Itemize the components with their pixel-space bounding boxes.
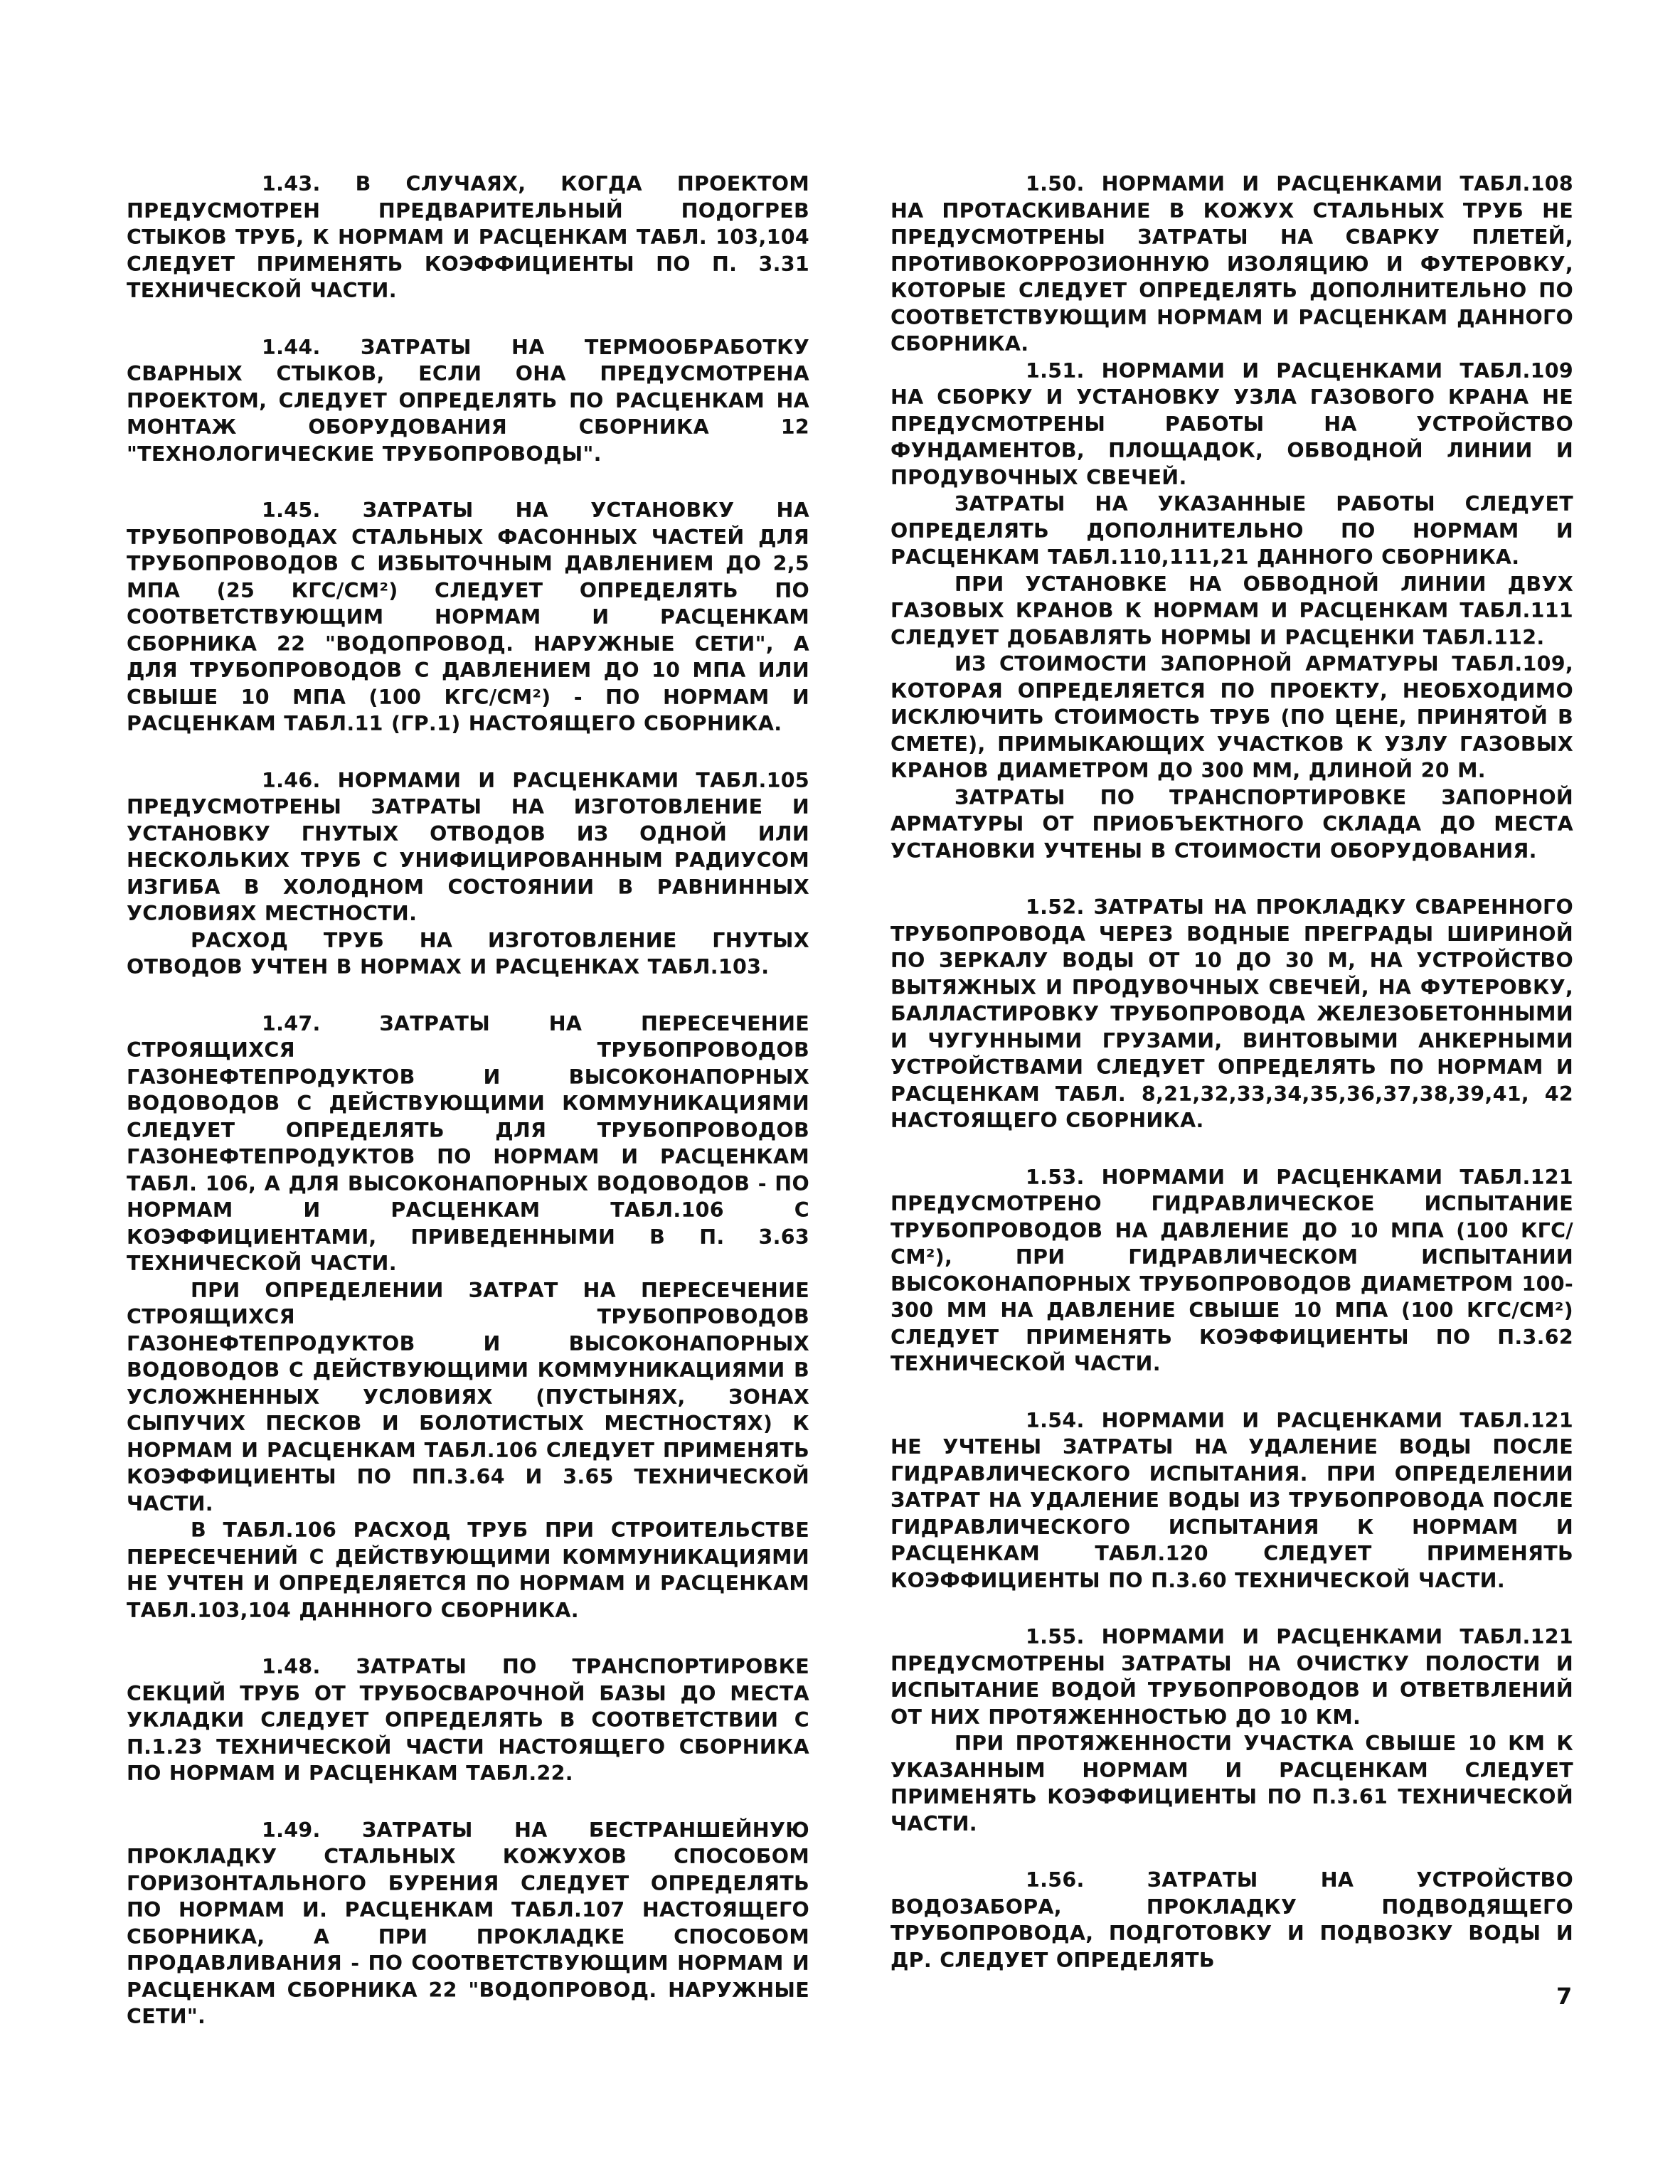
clause-body: ЗАТРАТЫ НА УСТРОЙСТВО ВОДОЗАБОРА, ПРОКЛАДКУ ПОДВОДЯЩЕГО ТРУБОПРОВОДА, ПОДГОТОВКУ И ПОДВОЗКУ ВОДЫ И ДР. СЛЕДУЕТ ОПРЕДЕЛЯТЬ [890, 1868, 1573, 1972]
clause-text [890, 1164, 1573, 1378]
clause-1-47 [127, 1011, 809, 1624]
clause-text [127, 1011, 809, 1277]
clause-1-55 [890, 1624, 1573, 1837]
clause-text [890, 358, 1573, 491]
clause-number: 1.52. [1026, 895, 1085, 919]
clause-number: 1.46. [262, 768, 321, 792]
clause-number: 1.47. [262, 1011, 321, 1035]
clause-number: 1.56. [1026, 1868, 1085, 1892]
clause-text [890, 171, 1573, 358]
clause-1-51 [890, 358, 1573, 865]
clause-number: 1.49. [262, 1818, 321, 1842]
clause-subparagraph: РАСХОД ТРУБ НА ИЗГОТОВЛЕНИЕ ГНУТЫХ ОТВОДОВ УЧТЕН В НОРМАХ И РАСЦЕНКАХ ТАБЛ.103. [127, 928, 809, 979]
clause-number: 1.48. [262, 1655, 321, 1678]
clause-1-43 [127, 171, 809, 304]
clause-number: 1.54. [1026, 1408, 1085, 1432]
clause-body: НОРМАМИ И РАСЦЕНКАМИ ТАБЛ.105 ПРЕДУСМОТРЕНЫ ЗАТРАТЫ НА ИЗГОТОВЛЕНИЕ И УСТАНОВКУ ГНУТЫХ ОТВОДОВ ИЗ ОДНОЙ ИЛИ НЕСКОЛЬКИХ ТРУБ С УНИФИЦИРОВАННЫМ РАДИУСОМ ИЗГИБА В ХОЛОДНОМ СОСТОЯНИИ В РАВНИННЫХ УСЛОВИЯХ МЕСТНОСТИ. [127, 768, 809, 925]
clause-1-44 [127, 334, 809, 468]
clause-text [127, 334, 809, 468]
clause-body: НОРМАМИ И РАСЦЕНКАМИ ТАБЛ.121 ПРЕДУСМОТРЕНЫ ЗАТРАТЫ НА ОЧИСТКУ ПОЛОСТИ И ИСПЫТАНИЕ ВОДОЙ ТРУБОПРОВОДОВ И ОТВЕТВЛЕНИЙ ОТ НИХ ПРОТЯЖЕННОСТЬЮ ДО 10 КМ. [890, 1625, 1573, 1729]
clause-number: 1.45. [262, 499, 321, 522]
clause-text [127, 1653, 809, 1787]
clause-number: 1.51. [1026, 358, 1085, 383]
clause-subparagraph: ЗАТРАТЫ ПО ТРАНСПОРТИРОВКЕ ЗАПОРНОЙ АРМАТУРЫ ОТ ПРИОБЪЕКТНОГО СКЛАДА ДО МЕСТА УСТАНОВКИ УЧТЕНЫ В СТОИМОСТИ ОБОРУДОВАНИЯ. [890, 785, 1573, 863]
clause-text [127, 1817, 809, 2030]
clause-subparagraph: ПРИ ОПРЕДЕЛЕНИИ ЗАТРАТ НА ПЕРЕСЕЧЕНИЕ СТРОЯЩИХСЯ ТРУБОПРОВОДОВ ГАЗОНЕФТЕПРОДУКТОВ И ВЫСОКОНАПОРНЫХ ВОДОВОДОВ С ДЕЙСТВУЮЩИМИ КОММУНИКАЦИЯМИ В УСЛОЖНЕННЫХ УСЛОВИЯХ (ПУСТЫНЯХ, ЗОНАХ СЫПУЧИХ ПЕСКОВ И БОЛОТИСТЫХ МЕСТНОСТЯХ) К НОРМАМ И РАСЦЕНКАМ ТАБЛ.106 СЛЕДУЕТ ПРИМЕНЯТЬ КОЭФФИЦИЕНТЫ ПО ПП.3.64 И 3.65 ТЕХНИЧЕСКОЙ ЧАСТИ. [127, 1278, 809, 1516]
clause-1-56 [890, 1867, 1573, 1973]
clause-body: НОРМАМИ И РАСЦЕНКАМИ ТАБЛ.108 НА ПРОТАСКИВАНИЕ В КОЖУХ СТАЛЬНЫХ ТРУБ НЕ ПРЕДУСМОТРЕНЫ ЗАТРАТЫ НА СВАРКУ ПЛЕТЕЙ, ПРОТИВОКОРРОЗИОННУЮ ИЗОЛЯЦИЮ И ФУТЕРОВКУ, КОТОРЫЕ СЛЕДУЕТ ОПРЕДЕЛЯТЬ ДОПОЛНИТЕЛЬНО ПО СООТВЕТСТВУЮЩИМ НОРМАМ И РАСЦЕНКАМ ДАННОГО СБОРНИКА. [890, 172, 1573, 356]
left-column [127, 171, 809, 2060]
clause-number: 1.43. [262, 172, 321, 196]
clause-text [127, 171, 809, 304]
clause-subparagraph: ПРИ ПРОТЯЖЕННОСТИ УЧАСТКА СВЫШЕ 10 КМ К УКАЗАННЫМ НОРМАМ И РАСЦЕНКАМ СЛЕДУЕТ ПРИМЕНЯТЬ КОЭФФИЦИЕНТЫ ПО П.3.61 ТЕХНИЧЕСКОЙ ЧАСТИ. [890, 1732, 1573, 1836]
clause-1-48 [127, 1653, 809, 1787]
clause-body: НОРМАМИ И РАСЦЕНКАМИ ТАБЛ.121 НЕ УЧТЕНЫ ЗАТРАТЫ НА УДАЛЕНИЕ ВОДЫ ПОСЛЕ ГИДРАВЛИЧЕСКОГО ИСПЫТАНИЯ. ПРИ ОПРЕДЕЛЕНИИ ЗАТРАТ НА УДАЛЕНИЕ ВОДЫ ИЗ ТРУБОПРОВОДА ПОСЛЕ ГИДРАВЛИЧЕСКОГО ИСПЫТАНИЯ К НОРМАМ И РАСЦЕНКАМ ТАБЛ.120 СЛЕДУЕТ ПРИМЕНЯТЬ КОЭФФИЦИЕНТЫ ПО П.3.60 ТЕХНИЧЕСКОЙ ЧАСТИ. [890, 1408, 1573, 1592]
clause-body: НОРМАМИ И РАСЦЕНКАМИ ТАБЛ.121 ПРЕДУСМОТРЕНО ГИДРАВЛИЧЕСКОЕ ИСПЫТАНИЕ ТРУБОПРОВОДОВ НА ДАВЛЕНИЕ ДО 10 МПА (100 КГС/СМ²), ПРИ ГИДРАВЛИЧЕСКОМ ИСПЫТАНИИ ВЫСОКОНАПОРНЫХ ТРУБОПРОВОДОВ ДИАМЕТРОМ 100-300 ММ НА ДАВЛЕНИЕ СВЫШЕ 10 МПА (100 КГС/СМ²) СЛЕДУЕТ ПРИМЕНЯТЬ КОЭФФИЦИЕНТЫ ПО П.3.62 ТЕХНИЧЕСКОЙ ЧАСТИ. [890, 1165, 1573, 1375]
clause-body: ЗАТРАТЫ НА УСТАНОВКУ НА ТРУБОПРОВОДАХ СТАЛЬНЫХ ФАСОННЫХ ЧАСТЕЙ ДЛЯ ТРУБОПРОВОДОВ С ИЗБЫТОЧНЫМ ДАВЛЕНИЕМ ДО 2,5 МПА (25 КГС/СМ²) СЛЕДУЕТ ОПРЕДЕЛЯТЬ ПО СООТВЕТСТВУЮЩИМ НОРМАМ И РАСЦЕНКАМ СБОРНИКА 22 "ВОДОПРОВОД. НАРУЖНЫЕ СЕТИ", А ДЛЯ ТРУБОПРОВОДОВ С ДАВЛЕНИЕМ ДО 10 МПА ИЛИ СВЫШЕ 10 МПА (100 КГС/СМ²) - ПО НОРМАМ И РАСЦЕНКАМ ТАБЛ.11 (ГР.1) НАСТОЯЩЕГО СБОРНИКА. [127, 499, 809, 735]
clause-1-46 [127, 767, 809, 981]
clause-1-53 [890, 1164, 1573, 1378]
clause-text [890, 1624, 1573, 1730]
clause-subparagraph: ИЗ СТОИМОСТИ ЗАПОРНОЙ АРМАТУРЫ ТАБЛ.109, КОТОРАЯ ОПРЕДЕЛЯЕТСЯ ПО ПРОЕКТУ, НЕОБХОДИМО ИСКЛЮЧИТЬ СТОИМОСТЬ ТРУБ (ПО ЦЕНЕ, ПРИНЯТОЙ В СМЕТЕ), ПРИМЫКАЮЩИХ УЧАСТКОВ К УЗЛУ ГАЗОВЫХ КРАНОВ ДИАМЕТРОМ ДО 300 ММ, ДЛИНОЙ 20 М. [890, 652, 1573, 782]
right-column [890, 171, 1573, 2003]
clause-number: 1.53. [1026, 1165, 1085, 1189]
clause-number: 1.50. [1026, 172, 1085, 196]
clause-1-54 [890, 1407, 1573, 1594]
clause-1-52 [890, 894, 1573, 1134]
clause-body: ЗАТРАТЫ НА ПРОКЛАДКУ СВАРЕННОГО ТРУБОПРОВОДА ЧЕРЕЗ ВОДНЫЕ ПРЕГРАДЫ ШИРИНОЙ ПО ЗЕРКАЛУ ВОДЫ ОТ 10 ДО 30 М, НА УСТРОЙСТВО ВЫТЯЖНЫХ И ПРОДУВОЧНЫХ СВЕЧЕЙ, НА ФУТЕРОВКУ, БАЛЛАСТИРОВКУ ТРУБОПРОВОДА ЖЕЛЕЗОБЕТОННЫМИ И ЧУГУННЫМИ ГРУЗАМИ, ВИНТОВЫМИ АНКЕРНЫМИ УСТРОЙСТВАМИ СЛЕДУЕТ ОПРЕДЕЛЯТЬ ПО НОРМАМ И РАСЦЕНКАМ ТАБЛ. 8,21,32,33,34,35,36,37,38,39,41, 42 НАСТОЯЩЕГО СБОРНИКА. [890, 895, 1573, 1132]
clause-body: ЗАТРАТЫ НА ТЕРМООБРАБОТКУ СВАРНЫХ СТЫКОВ, ЕСЛИ ОНА ПРЕДУСМОТРЕНА ПРОЕКТОМ, СЛЕДУЕТ ОПРЕДЕЛЯТЬ ПО РАСЦЕНКАМ НА МОНТАЖ ОБОРУДОВАНИЯ СБОРНИКА 12 "ТЕХНОЛОГИЧЕСКИЕ ТРУБОПРОВОДЫ". [127, 335, 809, 466]
clause-text [127, 767, 809, 927]
clause-1-50 [890, 171, 1573, 358]
clause-body: ЗАТРАТЫ ПО ТРАНСПОРТИРОВКЕ СЕКЦИЙ ТРУБ ОТ ТРУБОСВАРОЧНОЙ БАЗЫ ДО МЕСТА УКЛАДКИ СЛЕДУЕТ ОПРЕДЕЛЯТЬ В СООТВЕТСТВИИ С П.1.23 ТЕХНИЧЕСКОЙ ЧАСТИ НАСТОЯЩЕГО СБОРНИКА ПО НОРМАМ И РАСЦЕНКАМ ТАБЛ.22. [127, 1655, 809, 1785]
page-number: 7 [1556, 1983, 1573, 2010]
clause-1-49 [127, 1817, 809, 2030]
clause-body: ЗАТРАТЫ НА БЕСТРАНШЕЙНУЮ ПРОКЛАДКУ СТАЛЬНЫХ КОЖУХОВ СПОСОБОМ ГОРИЗОНТАЛЬНОГО БУРЕНИЯ СЛЕДУЕТ ОПРЕДЕЛЯТЬ ПО НОРМАМ И. РАСЦЕНКАМ ТАБЛ.107 НАСТОЯЩЕГО СБОРНИКА, А ПРИ ПРОКЛАДКЕ СПОСОБОМ ПРОДАВЛИВАНИЯ - ПО СООТВЕТСТВУЮЩИМ НОРМАМ И РАСЦЕНКАМ СБОРНИКА 22 "ВОДОПРОВОД. НАРУЖНЫЕ СЕТИ". [127, 1818, 809, 2028]
clause-text [127, 497, 809, 737]
clause-subparagraph: В ТАБЛ.106 РАСХОД ТРУБ ПРИ СТРОИТЕЛЬСТВЕ ПЕРЕСЕЧЕНИЙ С ДЕЙСТВУЮЩИМИ КОММУНИКАЦИЯМИ НЕ УЧТЕН И ОПРЕДЕЛЯЕТСЯ ПО НОРМАМ И РАСЦЕНКАМ ТАБЛ.103,104 ДАНННОГО СБОРНИКА. [127, 1518, 809, 1622]
clause-body: В СЛУЧАЯХ, КОГДА ПРОЕКТОМ ПРЕДУСМОТРЕН ПРЕДВАРИТЕЛЬНЫЙ ПОДОГРЕВ СТЫКОВ ТРУБ, К НОРМАМ И РАСЦЕНКАМ ТАБЛ. 103,104 СЛЕДУЕТ ПРИМЕНЯТЬ КОЭФФИЦИЕНТЫ ПО П. 3.31 ТЕХНИЧЕСКОЙ ЧАСТИ. [127, 172, 809, 302]
clause-subparagraph: ПРИ УСТАНОВКЕ НА ОБВОДНОЙ ЛИНИИ ДВУХ ГАЗОВЫХ КРАНОВ К НОРМАМ И РАСЦЕНКАМ ТАБЛ.111 СЛЕДУЕТ ДОБАВЛЯТЬ НОРМЫ И РАСЦЕНКИ ТАБЛ.112. [890, 572, 1573, 649]
clause-body: НОРМАМИ И РАСЦЕНКАМИ ТАБЛ.109 НА СБОРКУ И УСТАНОВКУ УЗЛА ГАЗОВОГО КРАНА НЕ ПРЕДУСМОТРЕНЫ РАБОТЫ НА УСТРОЙСТВО ФУНДАМЕНТОВ, ПЛОЩАДОК, ОБВОДНОЙ ЛИНИИ И ПРОДУВОЧНЫХ СВЕЧЕЙ. [890, 358, 1573, 489]
clause-number: 1.44. [262, 335, 321, 359]
clause-text [890, 1867, 1573, 1973]
clause-text [890, 894, 1573, 1134]
clause-number: 1.55. [1026, 1625, 1085, 1648]
clause-body: ЗАТРАТЫ НА ПЕРЕСЕЧЕНИЕ СТРОЯЩИХСЯ ТРУБОПРОВОДОВ ГАЗОНЕФТЕПРОДУКТОВ И ВЫСОКОНАПОРНЫХ ВОДОВОДОВ С ДЕЙСТВУЮЩИМИ КОММУНИКАЦИЯМИ СЛЕДУЕТ ОПРЕДЕЛЯТЬ ДЛЯ ТРУБОПРОВОДОВ ГАЗОНЕФТЕПРОДУКТОВ ПО НОРМАМ И РАСЦЕНКАМ ТАБЛ. 106, А ДЛЯ ВЫСОКОНАПОРНЫХ ВОДОВОДОВ - ПО НОРМАМ И РАСЦЕНКАМ ТАБЛ.106 С КОЭФФИЦИЕНТАМИ, ПРИВЕДЕННЫМИ В П. 3.63 ТЕХНИЧЕСКОЙ ЧАСТИ. [127, 1011, 809, 1275]
clause-1-45 [127, 497, 809, 737]
clause-text [890, 1407, 1573, 1594]
clause-subparagraph: ЗАТРАТЫ НА УКАЗАННЫЕ РАБОТЫ СЛЕДУЕТ ОПРЕДЕЛЯТЬ ДОПОЛНИТЕЛЬНО ПО НОРМАМ И РАСЦЕНКАМ ТАБЛ.110,111,21 ДАННОГО СБОРНИКА. [890, 492, 1573, 569]
